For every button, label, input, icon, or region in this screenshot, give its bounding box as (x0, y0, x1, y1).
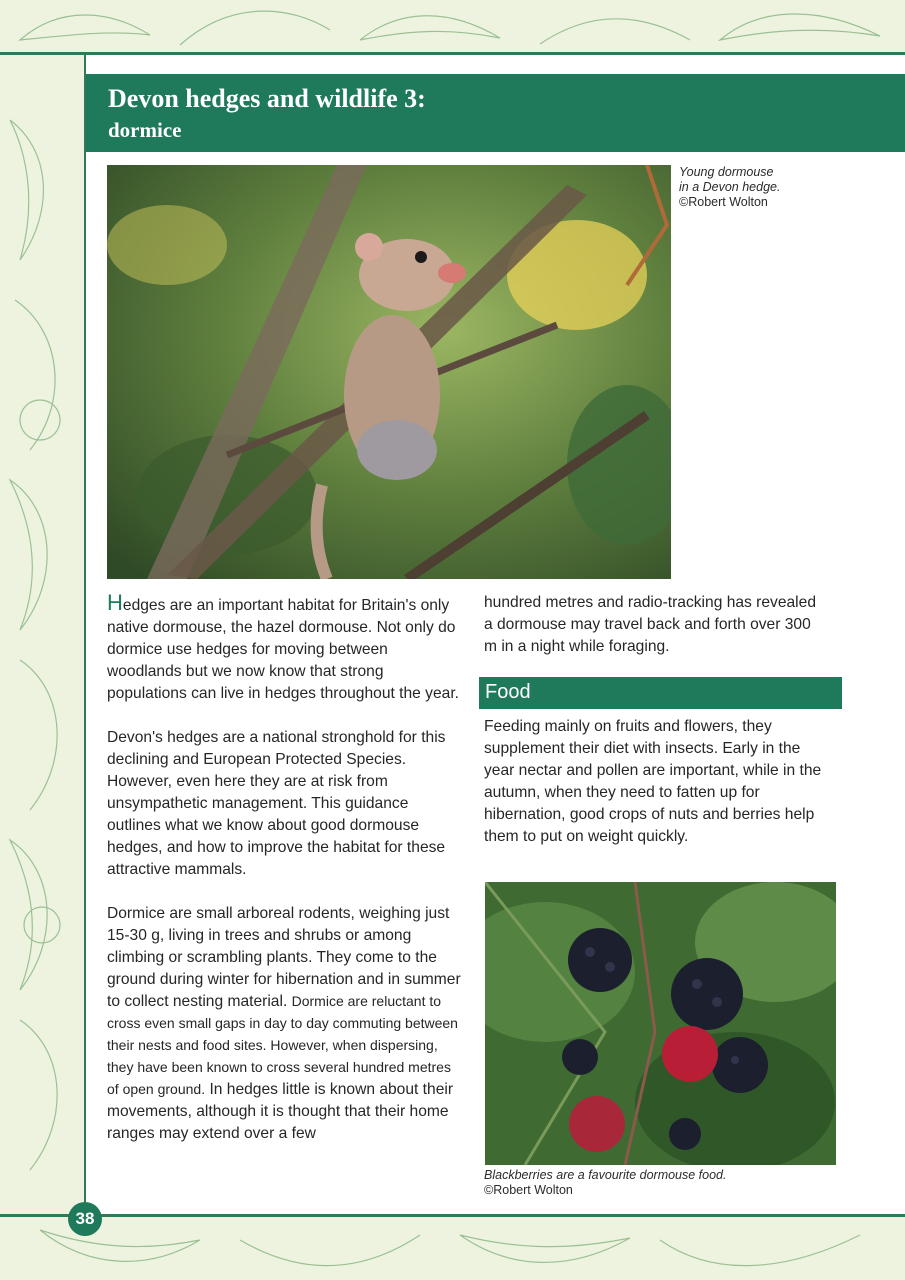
top-rule (0, 52, 905, 55)
blackberries-photo (485, 882, 836, 1165)
page-number: 38 (68, 1202, 102, 1236)
body-paragraph: Devon's hedges are a national stronghold for this declining and European Protected Species. However, even here they are at risk from unsympathetic management. This guidance outlines what we know about good dormouse hedges, and how to improve the habitat for these attractive mammals. (107, 729, 446, 878)
section-heading: Food (485, 681, 531, 703)
page-title: Devon hedges and wildlife 3: (108, 84, 426, 113)
bottom-border-illustration (0, 1216, 905, 1280)
blackberries-photo-caption (484, 1168, 844, 1198)
photo-credit: ©Robert Wolton (679, 195, 768, 209)
body-paragraph (107, 592, 463, 705)
left-column (107, 592, 463, 1167)
page-subtitle: dormice (108, 118, 182, 142)
paragraph-text: Dormice are reluctant to cross even small gaps in day to day commuting between their nests and food sites. However, when dispersing, they have been known to cross several hundred metres of open ground. (107, 993, 458, 1097)
paragraph-text: Dormice are small arboreal rodents, weighing just 15-30 g, living in trees and shrubs or among climbing or scrambling plants. They come to the ground during winter for hibernation and in summer to collect nesting material. (107, 905, 461, 1010)
caption-line: Young dormouse (679, 165, 774, 179)
paragraph-text: In hedges little is known about their movements, although it is thought that their home ranges may extend over a few (107, 1081, 454, 1142)
caption-line: Blackberries are a favourite dormouse food. (484, 1168, 727, 1182)
body-paragraph (107, 903, 463, 1145)
top-border-illustration (0, 0, 905, 52)
caption-line: in a Devon hedge. (679, 180, 781, 194)
title-banner (86, 74, 905, 152)
left-border-illustration (0, 52, 86, 1216)
section-heading-band (479, 677, 842, 709)
food-paragraph: Feeding mainly on fruits and flowers, they supplement their diet with insects. Early in the year nectar and pollen are important, while in the autumn, when they need to fatten up for hibernation, good crops of nuts and berries help them to put on weight quickly. (484, 718, 822, 845)
dormouse-photo-caption (679, 165, 879, 210)
drop-cap: H (107, 590, 123, 615)
paragraph-text: edges are an important habitat for Britain's only native dormouse, the hazel dormouse. Not only do dormice use hedges for moving between woodlands but we now know that strong populations can live in hedges throughout the year. (107, 597, 459, 702)
body-paragraph: hundred metres and radio-tracking has revealed a dormouse may travel back and forth over 300 m in a night while foraging. (484, 594, 816, 655)
right-column (484, 592, 826, 658)
dormouse-photo (107, 165, 671, 579)
bottom-rule (0, 1214, 905, 1217)
left-rule (84, 55, 86, 1214)
photo-credit: ©Robert Wolton (484, 1183, 573, 1197)
